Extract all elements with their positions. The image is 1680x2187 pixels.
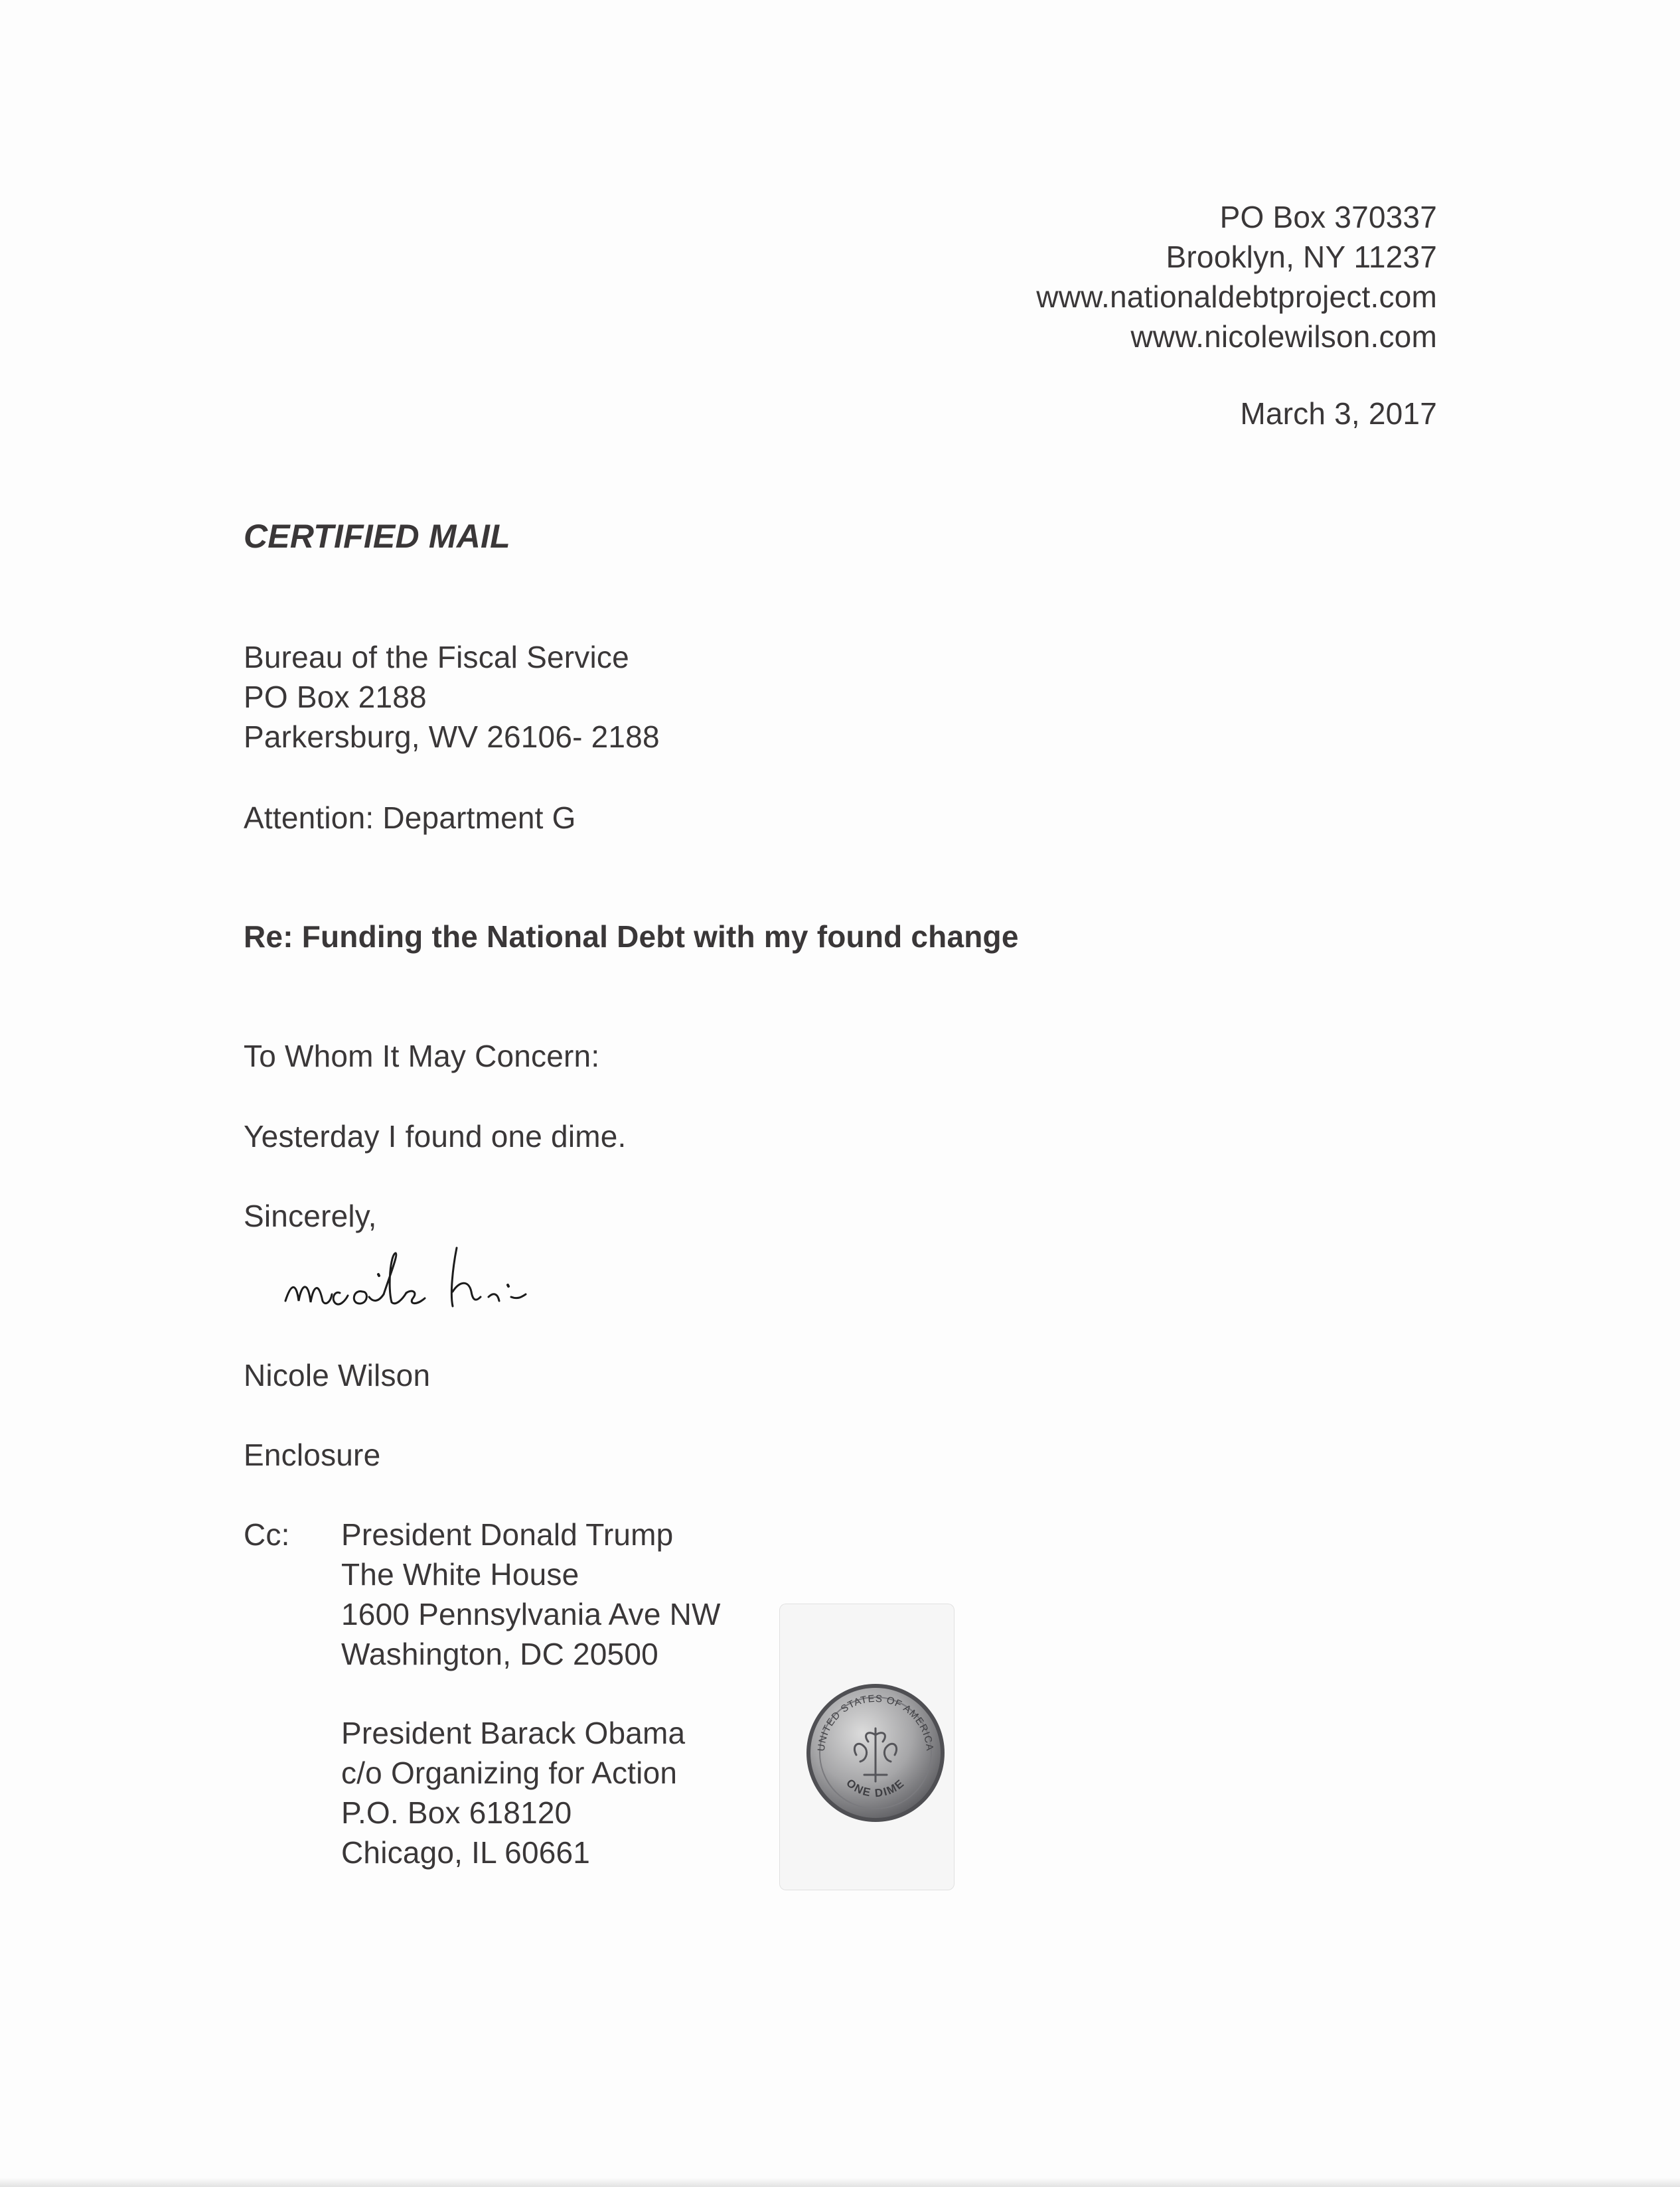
subject-line: Re: Funding the National Debt with my found change [244, 919, 1019, 954]
recipient-address [244, 637, 660, 757]
sender-address [1036, 197, 1437, 356]
cc-line: President Donald Trump [341, 1517, 674, 1552]
cc-line: The White House [341, 1557, 579, 1592]
salutation: To Whom It May Concern: [244, 1039, 600, 1073]
recipient-city: Parkersburg, WV 26106- 2188 [244, 719, 660, 754]
cc-line: c/o Organizing for Action [341, 1756, 678, 1790]
recipient-po-box: PO Box 2188 [244, 680, 427, 714]
cc-line: Chicago, IL 60661 [341, 1835, 591, 1870]
sender-po-box: PO Box 370337 [1219, 200, 1437, 234]
cc-label: Cc: [244, 1517, 290, 1552]
cc-recipient-obama [341, 1713, 685, 1872]
letter-body: Yesterday I found one dime. [244, 1119, 627, 1154]
cc-line: 1600 Pennsylvania Ave NW [341, 1597, 721, 1631]
handwritten-signature-icon [279, 1228, 637, 1327]
sender-city: Brooklyn, NY 11237 [1166, 240, 1437, 274]
scan-edge [0, 2178, 1680, 2187]
attention-line: Attention: Department G [244, 800, 576, 835]
enclosure-note: Enclosure [244, 1438, 381, 1472]
cc-line: Washington, DC 20500 [341, 1637, 658, 1671]
closing: Sincerely, [244, 1199, 377, 1233]
signer-name: Nicole Wilson [244, 1358, 431, 1393]
cc-line: P.O. Box 618120 [341, 1795, 572, 1830]
certified-mail-heading: CERTIFIED MAIL [244, 518, 510, 555]
coin-legend-bottom: ONE DIME [844, 1776, 907, 1800]
dime-coin-icon [804, 1682, 947, 1824]
cc-line: President Barack Obama [341, 1716, 686, 1750]
coin-legend-top: UNITED STATES OF AMERICA [815, 1693, 936, 1752]
sender-website-personal: www.nicolewilson.com [1130, 319, 1437, 354]
cc-recipient-trump [341, 1515, 721, 1674]
letter-date: March 3, 2017 [1240, 396, 1437, 431]
sender-website-project: www.nationaldebtproject.com [1036, 279, 1437, 314]
recipient-name: Bureau of the Fiscal Service [244, 640, 629, 674]
